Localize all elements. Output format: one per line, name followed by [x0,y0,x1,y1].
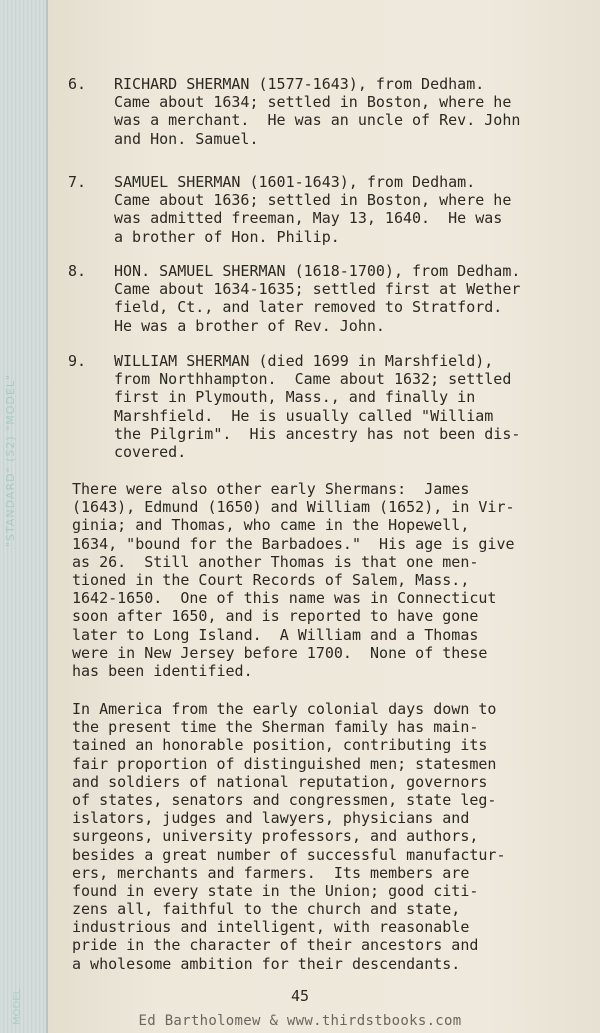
text-line: surgeons, university professors, and authors, [72,827,479,846]
text-line: as 26. Still another Thomas is that one men- [72,552,479,571]
text-line: found in every state in the Union; good citi- [72,881,479,900]
text-line: besides a great number of successful manufactur- [72,845,506,864]
text-line: Came about 1636; settled in Boston, where he [114,191,512,210]
text-line: was a merchant. He was an uncle of Rev. John [114,111,521,130]
text-line: covered. [114,442,187,461]
text-line: He was a brother of Rev. John. [114,316,385,335]
footer-credit: Ed Bartholomew & www.thirdstbooks.com [138,1013,462,1029]
text-line: were in New Jersey before 1700. None of these [72,643,488,662]
entry-text [114,352,600,461]
binding-strip [0,0,48,1033]
text-line: (1643), Edmund (1650) and William (1652), in Vir- [72,498,515,517]
text-line: has been identified. [72,661,253,680]
text-line: Came about 1634-1635; settled first at Wether [114,280,521,299]
text-line: HON. SAMUEL SHERMAN (1618-1700), from Dedham. [114,262,521,280]
text-line: a brother of Hon. Philip. [114,227,340,246]
text-line: fair proportion of distinguished men; statesmen [72,754,497,773]
paragraph-early-shermans [72,480,600,680]
text-line: and soldiers of national reputation, governors [72,772,488,791]
text-line: There were also other early Shermans: James [72,480,470,498]
text-line: SAMUEL SHERMAN (1601-1643), from Dedham. [114,173,476,191]
entry-number: 6. [68,75,87,93]
entry-text [114,173,600,246]
entry-number: 7. [68,173,87,191]
document-page [48,0,600,1033]
text-line: later to Long Island. A William and a Thomas [72,625,479,644]
text-line: Came about 1634; settled in Boston, where he [114,93,512,112]
text-line: and Hon. Samuel. [114,129,259,148]
text-line: field, Ct., and later removed to Stratford. [114,298,503,317]
entry-number: 8. [68,262,87,280]
text-line: 1642-1650. One of this name was in Connecticut [72,589,497,608]
entry-text [114,75,600,148]
text-line: soon after 1650, and is reported to have gone [72,607,479,626]
text-line: zens all, faithful to the church and state, [72,900,461,919]
text-line: tained an honorable position, contributing its [72,736,488,755]
text-line: tioned in the Court Records of Salem, Mass., [72,570,470,589]
text-line: islators, judges and lawyers, physicians and [72,809,470,828]
text-line: Marshfield. He is usually called "William [114,406,494,425]
text-line: was admitted freeman, May 13, 1640. He was [114,209,503,228]
binding-stamp: "STANDARD" (52) "MODEL" [4,373,17,547]
entry-number: 9. [68,352,87,370]
text-line: the Pilgrim". His ancestry has not been dis- [114,424,521,443]
text-line: ers, merchants and farmers. Its members are [72,863,470,882]
text-line: ginia; and Thomas, who came in the Hopewell, [72,516,470,535]
text-line: pride in the character of their ancestors and [72,936,479,955]
text-line: RICHARD SHERMAN (1577-1643), from Dedham. [114,75,485,93]
text-line: industrious and intelligent, with reasonable [72,918,470,937]
text-line: of states, senators and congressmen, state leg- [72,790,497,809]
text-line: 1634, "bound for the Barbadoes." His age is give [72,534,515,553]
text-line: first in Plymouth, Mass., and finally in [114,388,476,407]
text-line: the present time the Sherman family has main- [72,718,479,737]
text-line: In America from the early colonial days down to [72,700,497,718]
text-line: WILLIAM SHERMAN (died 1699 in Marshfield), [114,352,494,370]
entry-text [114,262,600,335]
text-line: from Northhampton. Came about 1632; settled [114,370,512,389]
binding-stamp-2: MODEL [12,988,23,1025]
text-line: a wholesome ambition for their descendants. [72,954,461,973]
paragraph-in-america [72,700,600,973]
page-number: 45 [290,987,310,1005]
